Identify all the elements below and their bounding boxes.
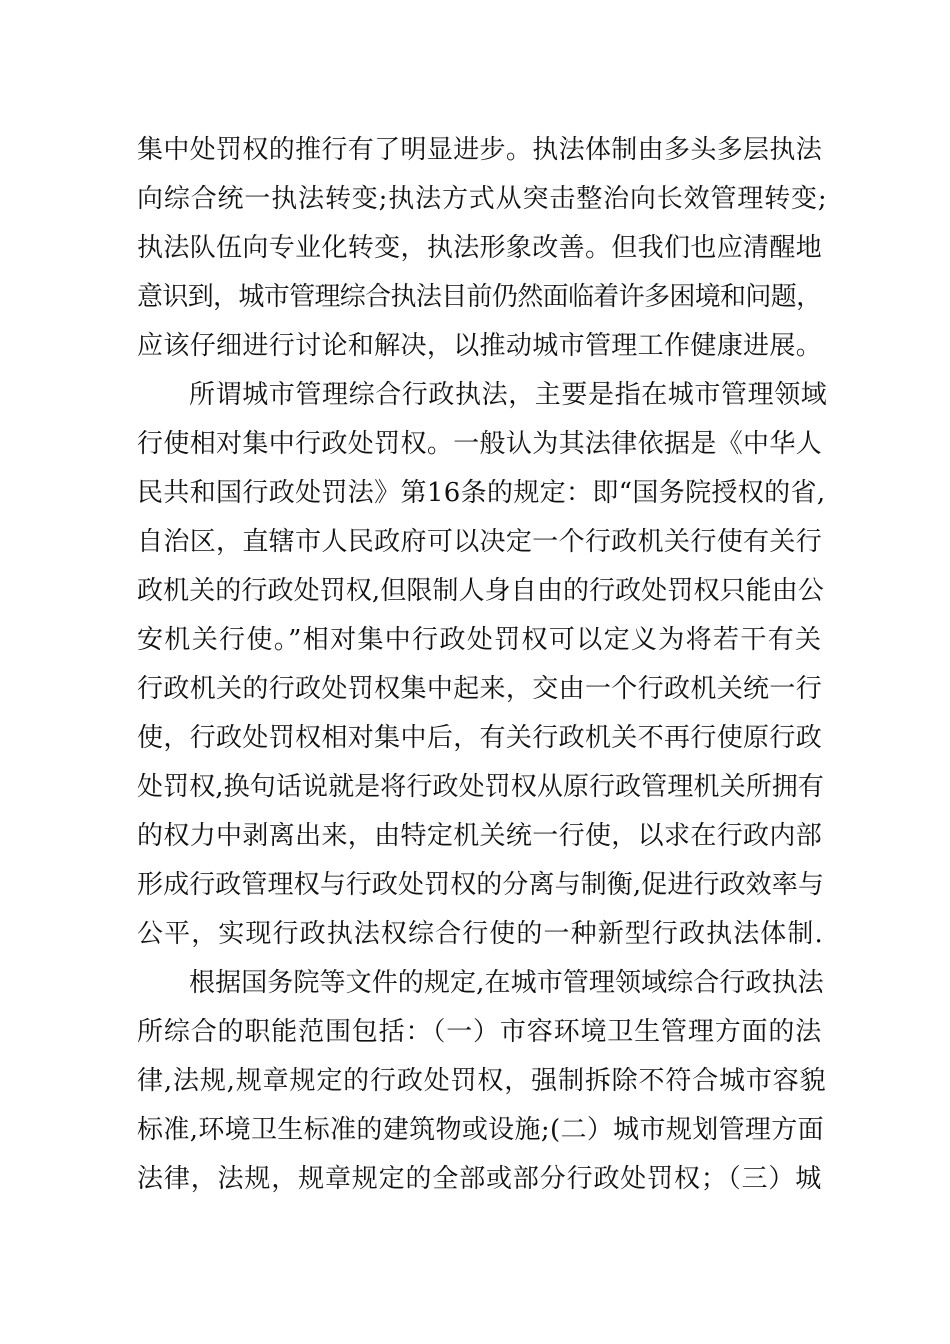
text-line: 执法队伍向专业化转变，执法形象改善。但我们也应清醒地	[137, 233, 823, 263]
text-line: 法律，法规，规章规定的全部或部分行政处罚权；（三）城	[137, 1164, 823, 1194]
text-line: 向综合统一执法转变;执法方式从突击整治向长效管理转变;	[137, 184, 828, 214]
paragraph-start-line: 所谓城市管理综合行政执法，主要是指在城市管理领域	[189, 380, 828, 410]
text-line: 使，行政处罚权相对集中后，有关行政机关不再行使原行政	[137, 723, 823, 753]
text-line: 所综合的职能范围包括：（一）市容环境卫生管理方面的法	[137, 1017, 823, 1047]
text-line: 民共和国行政处罚法》第16条的规定：即“国务院授权的省,	[137, 478, 826, 508]
text-line: 安机关行使。”相对集中行政处罚权可以定义为将若干有关	[137, 625, 823, 655]
body-text	[137, 126, 827, 1204]
text-line: 的权力中剥离出来，由特定机关统一行使，以求在行政内部	[137, 821, 823, 851]
text-line: 律,法规,规章规定的行政处罚权，强制拆除不符合城市容貌	[137, 1066, 827, 1096]
paragraph-start-line: 根据国务院等文件的规定,在城市管理领域综合行政执法	[189, 968, 824, 998]
text-line: 集中处罚权的推行有了明显进步。执法体制由多头多层执法	[137, 135, 823, 165]
text-line: 处罚权,换句话说就是将行政处罚权从原行政管理机关所拥有	[137, 772, 824, 802]
text-line: 行使相对集中行政处罚权。一般认为其法律依据是《中华人	[137, 429, 823, 459]
text-line: 意识到，城市管理综合执法目前仍然面临着许多困境和问题，	[137, 282, 822, 312]
text-line: 标准,环境卫生标准的建筑物或设施;(二）城市规划管理方面	[137, 1115, 824, 1145]
text-line: 行政机关的行政处罚权集中起来，交由一个行政机关统一行	[137, 674, 823, 704]
text-line: 自治区，直辖市人民政府可以决定一个行政机关行使有关行	[137, 527, 823, 557]
text-line: 政机关的行政处罚权,但限制人身自由的行政处罚权只能由公	[137, 576, 824, 606]
text-line: 公平，实现行政执法权综合行使的一种新型行政执法体制.	[137, 919, 824, 949]
text-line: 形成行政管理权与行政处罚权的分离与制衡,促进行政效率与	[137, 870, 824, 900]
text-line: 应该仔细进行讨论和解决，以推动城市管理工作健康进展。	[137, 331, 823, 361]
